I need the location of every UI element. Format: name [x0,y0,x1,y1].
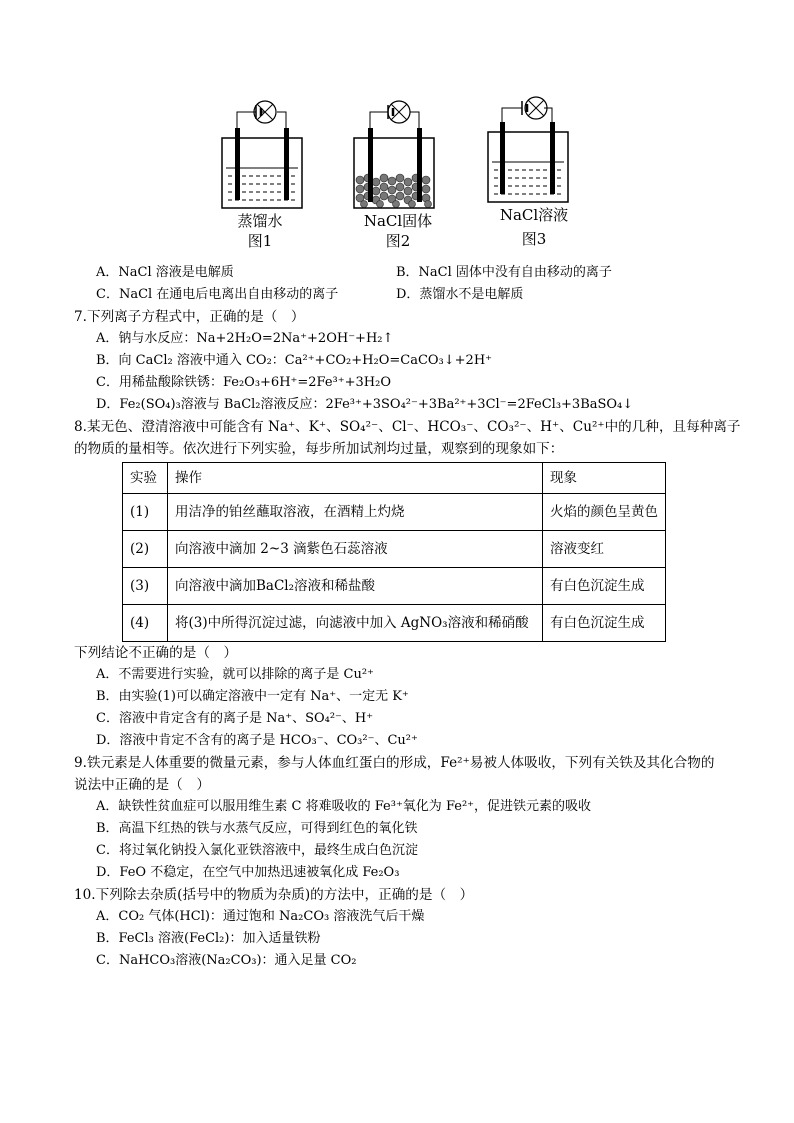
q6-options-row-1 [74,262,724,284]
table-row [123,568,666,605]
row-2-operation: 向溶液中滴加 2~3 滴紫色石蕊溶液 [168,531,543,568]
figure-2-liquid-label: NaCl固体 [363,212,433,230]
table-row [123,605,666,642]
q7-option-d[interactable]: D．Fe₂(SO₄)₃溶液与 BaCl₂溶液反应：2Fe³⁺+3SO₄²⁻+3Ba²⁺+3Cl⁻=2FeCl₃+3BaSO₄↓ [96,397,634,412]
table-row [123,494,666,531]
figure-1-liquid-label: 蒸馏水 [237,212,283,230]
figure-1-number: 图1 [247,232,273,250]
q6-option-d[interactable]: D．蒸馏水不是电解质 [396,287,524,302]
q8-stem-line-1: 8.某无色、澄清溶液中可能含有 Na⁺、K⁺、SO₄²⁻、Cl⁻、HCO₃⁻、CO₃²⁻、H⁺、Cu²⁺中的几种，且每种离子 [74,419,741,435]
q7-option-b[interactable]: B．向 CaCl₂ 溶液中通入 CO₂：Ca²⁺+CO₂+H₂O=CaCO₃↓+2H⁺ [96,353,493,368]
q8-stem-line-2: 的物质的量相等。依次进行下列实验，每步所加试剂均过量，观察到的现象如下： [74,441,564,457]
q10-option-c[interactable]: C．NaHCO₃溶液(Na₂CO₃)：通入足量 CO₂ [96,953,357,968]
row-2-number: (2) [123,531,168,568]
figure-3-liquid-label: NaCl溶液 [499,206,569,224]
q10-option-b[interactable]: B．FeCl₃ 溶液(FeCl₂)：加入适量铁粉 [96,931,321,946]
q6-options-row-2 [74,284,724,306]
q8-option-d[interactable]: D．溶液中肯定不含有的离子是 HCO₃⁻、CO₃²⁻、Cu²⁺ [96,733,418,748]
row-4-operation: 将(3)中所得沉淀过滤，向滤液中加入 AgNO₃溶液和稀硝酸 [168,605,543,642]
beaker-circuit-diagram [338,92,458,212]
row-1-number: (1) [123,494,168,531]
question-content [74,262,741,972]
q9-option-c[interactable]: C．将过氧化钠投入氯化亚铁溶液中，最终生成白色沉淀 [96,843,418,858]
q6-option-a[interactable]: A．NaCl 溶液是电解质 [96,265,234,280]
row-4-phenomenon: 有白色沉淀生成 [543,605,666,642]
table-header-row [123,463,666,494]
q10-option-a[interactable]: A．CO₂ 气体(HCl)：通过饱和 Na₂CO₃ 溶液洗气后干燥 [96,909,425,924]
q8-ask: 下列结论不正确的是（ ） [74,645,238,661]
figure-2-number: 图2 [385,232,411,250]
q9-stem-line-1: 9.铁元素是人体重要的微量元素，参与人体血红蛋白的形成，Fe²⁺易被人体吸收，下列有关铁及其化合物的 [74,755,715,771]
q10-stem: 10.下列除去杂质(括号中的物质为杂质)的方法中，正确的是（ ） [74,887,474,903]
beaker-circuit-diagram [474,92,594,212]
figure-2 [338,92,458,252]
figure-3 [474,92,594,252]
row-1-operation: 用洁净的铂丝蘸取溶液，在酒精上灼烧 [168,494,543,531]
header-phenomenon: 现象 [543,463,666,494]
q7-option-c[interactable]: C．用稀盐酸除铁锈：Fe₂O₃+6H⁺=2Fe³⁺+3H₂O [96,375,392,390]
conductivity-figures [200,92,600,262]
q7-stem: 7.下列离子方程式中，正确的是（ ） [74,309,305,325]
row-3-number: (3) [123,568,168,605]
q8-option-b[interactable]: B．由实验(1)可以确定溶液中一定有 Na⁺、一定无 K⁺ [96,689,409,704]
table-row [123,531,666,568]
experiment-table [122,462,666,642]
figure-1 [200,92,320,252]
row-3-phenomenon: 有白色沉淀生成 [543,568,666,605]
row-4-number: (4) [123,605,168,642]
row-3-operation: 向溶液中滴加BaCl₂溶液和稀盐酸 [168,568,543,605]
beaker-circuit-diagram [200,92,320,212]
q6-option-b[interactable]: B．NaCl 固体中没有自由移动的离子 [396,265,612,280]
row-2-phenomenon: 溶液变红 [543,531,666,568]
row-1-phenomenon: 火焰的颜色呈黄色 [543,494,666,531]
q8-option-a[interactable]: A．不需要进行实验，就可以排除的离子是 Cu²⁺ [96,667,374,682]
q9-option-b[interactable]: B．高温下红热的铁与水蒸气反应，可得到红色的氧化铁 [96,821,418,836]
figure-3-number: 图3 [521,230,547,248]
q9-option-d[interactable]: D．FeO 不稳定，在空气中加热迅速被氧化成 Fe₂O₃ [96,865,400,880]
q7-option-a[interactable]: A．钠与水反应：Na+2H₂O=2Na⁺+2OH⁻+H₂↑ [96,331,394,346]
q8-option-c[interactable]: C．溶液中肯定含有的离子是 Na⁺、SO₄²⁻、H⁺ [96,711,374,726]
header-experiment: 实验 [123,463,168,494]
q9-stem-line-2: 说法中正确的是（ ） [74,777,210,793]
q9-option-a[interactable]: A．缺铁性贫血症可以服用维生素 C 将难吸收的 Fe³⁺氧化为 Fe²⁺，促进铁元素的吸收 [96,799,592,814]
q6-option-c[interactable]: C．NaCl 在通电后电离出自由移动的离子 [96,287,339,302]
header-operation: 操作 [168,463,543,494]
